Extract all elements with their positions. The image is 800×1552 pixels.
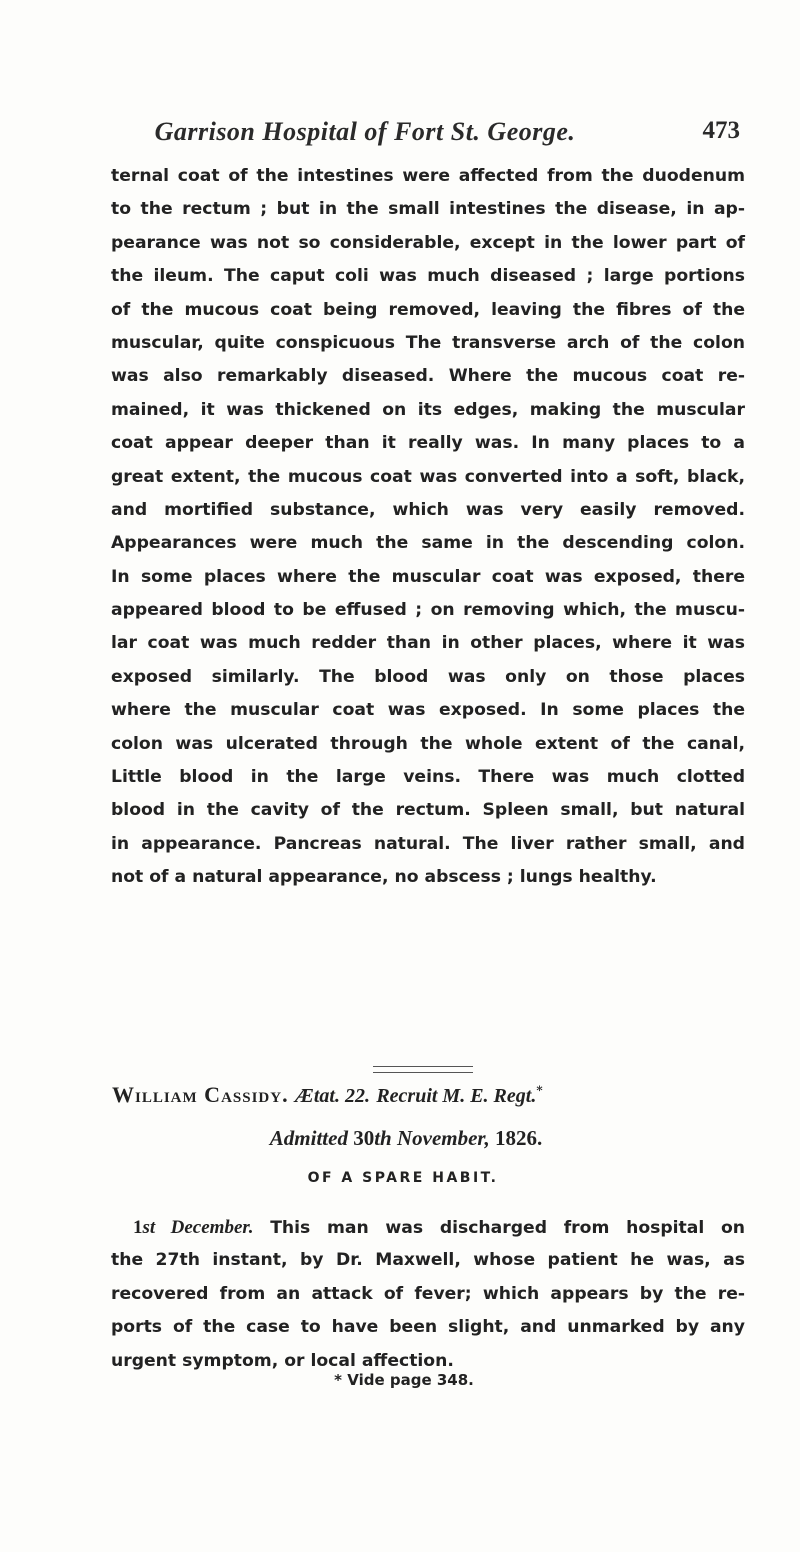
text-line: great extent, the mucous coat was converted into a soft, black, <box>111 466 745 487</box>
body-paragraph <box>111 160 745 895</box>
text-line: pearance was not so considerable, except in the lower part of <box>111 232 745 253</box>
admitted-day: 30 <box>353 1126 375 1150</box>
text-line: to the rectum ; but in the small intestines the disease, in ap- <box>111 199 745 220</box>
running-title: Garrison Hospital of Fort St. George. <box>154 117 576 146</box>
footnote <box>0 1371 800 1389</box>
entry-text: This man was discharged from hospital on <box>270 1218 745 1238</box>
patient-name: William Cassidy. <box>112 1082 289 1107</box>
footnote-marker: * <box>536 1083 543 1098</box>
admitted-label: Admitted <box>269 1126 348 1150</box>
footnote-marker: * <box>334 1371 342 1389</box>
entry-line: urgent symptom, or local affection. <box>111 1350 454 1371</box>
text-line: in appearance. Pancreas natural. The liver rather small, and <box>111 833 745 854</box>
entry-line: the 27th instant, by Dr. Maxwell, whose patient he was, as <box>111 1250 745 1271</box>
text-line: muscular, quite conspicuous The transverse arch of the colon <box>111 332 745 353</box>
footnote-text: Vide page 348. <box>347 1371 474 1389</box>
section-divider <box>373 1066 473 1073</box>
text-line: lar coat was much redder than in other places, where it was <box>111 633 745 654</box>
entry-date-num: 1 <box>133 1217 143 1238</box>
running-head <box>110 117 740 157</box>
patient-regiment: Recruit M. E. Regt. <box>376 1085 537 1107</box>
text-line: blood in the cavity of the rectum. Spleen small, but natural <box>111 800 745 821</box>
text-line: coat appear deeper than it really was. In many places to a <box>111 433 745 454</box>
admitted-month: November, <box>396 1126 490 1150</box>
text-line: of the mucous coat being removed, leaving the fibres of the <box>111 299 745 320</box>
entry-date-month: December. <box>170 1217 254 1238</box>
text-line: colon was ulcerated through the whole extent of the canal, <box>111 733 745 754</box>
entry-line: ports of the case to have been slight, and unmarked by any <box>111 1317 745 1338</box>
text-line: Appearances were much the same in the descending colon. <box>111 533 745 554</box>
entry-date <box>133 1217 253 1238</box>
text-line: mained, it was thickened on its edges, making the muscular <box>111 399 745 420</box>
page-number: 473 <box>702 117 740 144</box>
text-line: ternal coat of the intestines were affected from the duodenum <box>111 166 745 186</box>
patient-age: Ætat. 22. <box>294 1085 370 1107</box>
habit-subheading: OF A SPARE HABIT. <box>307 1170 499 1186</box>
text-line: appeared blood to be effused ; on removing which, the muscu- <box>111 600 745 621</box>
text-line: and mortified substance, which was very easily removed. <box>111 499 745 520</box>
case-heading <box>112 1082 752 1108</box>
text-line: the ileum. The caput coli was much diseased ; large portions <box>111 266 745 287</box>
admitted-day-suffix: th <box>374 1126 392 1150</box>
admitted-year: 1826. <box>494 1126 543 1150</box>
text-line: Little blood in the large veins. There was much clotted <box>111 767 745 788</box>
text-line: exposed similarly. The blood was only on those places <box>111 666 745 687</box>
entry-line: recovered from an attack of fever; which appears by the re- <box>111 1283 745 1304</box>
entry-date-suffix: st <box>142 1217 156 1238</box>
text-line: not of a natural appearance, no abscess ; lungs healthy. <box>111 867 657 888</box>
text-line: where the muscular coat was exposed. In some places the <box>111 700 745 721</box>
admission-line <box>0 1126 800 1151</box>
entry-first-line <box>111 1211 745 1244</box>
case-entry <box>111 1211 745 1378</box>
text-line: In some places where the muscular coat was exposed, there <box>111 566 745 587</box>
text-line: was also remarkably diseased. Where the mucous coat re- <box>111 366 745 387</box>
